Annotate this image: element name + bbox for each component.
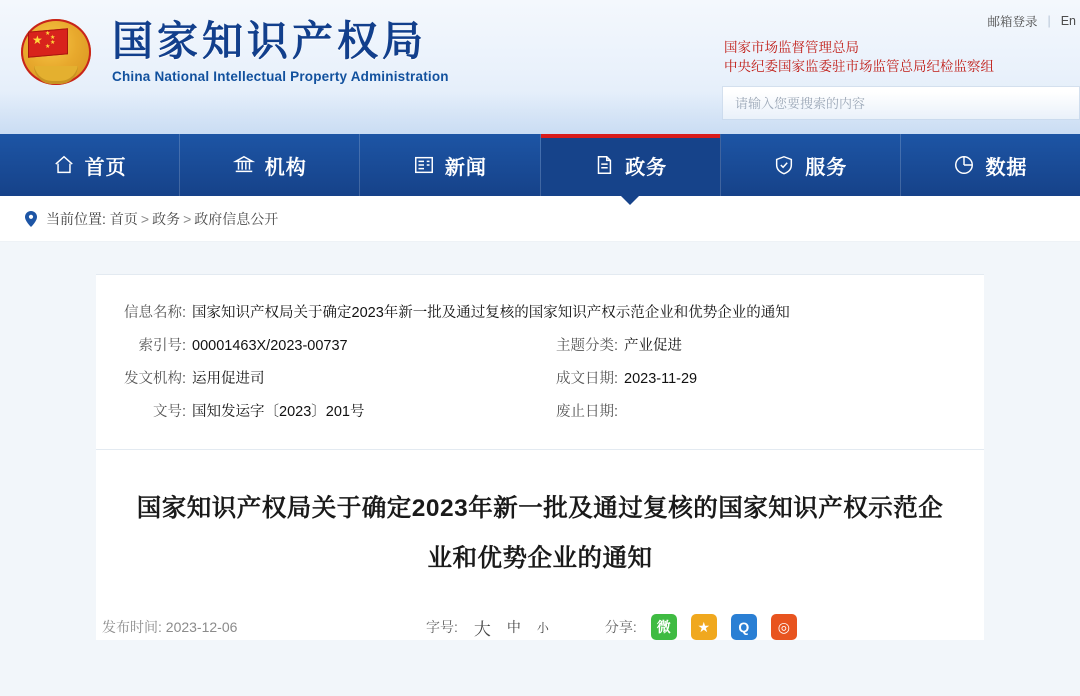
english-link[interactable]: En: [1060, 14, 1076, 28]
nav-label-government-affairs: 政务: [625, 156, 668, 179]
meta-label-doc-no: 文号:: [152, 404, 186, 420]
nav-item-institution[interactable]: [180, 134, 360, 196]
affiliate-org-line-1: 国家市场监督管理总局: [724, 40, 859, 55]
document-card: [96, 274, 984, 640]
meta-row: [96, 396, 984, 429]
share-label: 分享:: [604, 619, 637, 635]
affiliate-org-line-2: 中央纪委国家监委驻市场监管总局纪检监察组: [724, 59, 994, 74]
breadcrumb-item-home[interactable]: 首页: [109, 210, 138, 227]
breadcrumb-separator-2: >: [183, 210, 192, 227]
nav-item-home[interactable]: [0, 134, 180, 196]
sina-share-icon[interactable]: ◎: [771, 614, 797, 640]
page-content: [0, 242, 1080, 696]
search-input[interactable]: [733, 95, 1069, 112]
meta-value-written-date: 2023-11-29: [624, 371, 698, 387]
home-icon: [53, 154, 75, 176]
document-toolbar: [96, 584, 984, 640]
meta-row: [96, 330, 984, 363]
font-size-label: 字号:: [426, 619, 458, 635]
meta-label-info-name: 信息名称:: [123, 305, 186, 321]
publish-time-value: 2023-12-06: [165, 619, 238, 635]
meta-label-index-no: 索引号:: [138, 338, 186, 354]
nav-label-news: 新闻: [444, 156, 487, 179]
data-pie-icon: [953, 154, 975, 176]
government-affairs-icon: [593, 154, 615, 176]
national-emblem-icon: ★ ★ ★ ★ ★: [18, 14, 94, 90]
main-nav: [0, 134, 1080, 196]
nav-item-data[interactable]: [901, 134, 1080, 196]
breadcrumb-separator-1: >: [140, 210, 150, 227]
nav-label-institution: 机构: [264, 156, 307, 179]
nav-label-data: 数据: [985, 156, 1028, 179]
share-control: [605, 614, 797, 640]
meta-label-written-date: 成文日期:: [555, 371, 618, 387]
meta-value-info-name: 国家知识产权局关于确定2023年新一批及通过复核的国家知识产权示范企业和优势企业的通知: [192, 305, 790, 321]
affiliate-org-lines: [720, 38, 1080, 76]
mail-login-link[interactable]: 邮箱登录: [987, 15, 1038, 29]
document-metadata: [96, 274, 984, 450]
nav-label-service: 服务: [805, 156, 848, 179]
site-brand[interactable]: [0, 0, 449, 90]
document-title: 国家知识产权局关于确定2023年新一批及通过复核的国家知识产权示范企业和优势企业的通知: [136, 495, 944, 572]
meta-label-topic: 主题分类:: [555, 338, 618, 354]
font-size-medium-button[interactable]: 中: [506, 619, 521, 635]
breadcrumb-item-info-disclosure[interactable]: 政府信息公开: [194, 210, 279, 227]
breadcrumb-item-government-affairs[interactable]: 政务: [152, 210, 181, 227]
meta-label-abolish-date: 废止日期:: [555, 404, 618, 420]
meta-value-topic: 产业促进: [624, 338, 682, 354]
nav-label-home: 首页: [84, 156, 127, 179]
site-title-cn: 国家知识产权局: [112, 17, 427, 64]
site-header: [0, 0, 1080, 134]
qq-share-icon[interactable]: Q: [731, 614, 757, 640]
publish-time: [96, 617, 426, 637]
meta-row: [96, 297, 984, 330]
meta-label-issuing-org: 发文机构:: [123, 371, 186, 387]
site-title-en: China National Intellectual Property Administration: [112, 68, 449, 84]
font-size-small-button[interactable]: 小: [536, 620, 549, 635]
toplink-separator: |: [1047, 14, 1051, 28]
meta-value-doc-no: 国知发运字〔2023〕201号: [192, 404, 365, 420]
meta-value-issuing-org: 运用促进司: [192, 371, 265, 387]
top-links: [720, 12, 1080, 30]
breadcrumb: [0, 196, 1080, 242]
search-box[interactable]: [722, 86, 1080, 120]
wechat-share-icon[interactable]: 微: [651, 614, 677, 640]
breadcrumb-label: 当前位置:: [46, 210, 106, 227]
nav-item-government-affairs[interactable]: [541, 134, 721, 196]
font-size-large-button[interactable]: 大: [473, 619, 491, 639]
news-icon: [413, 154, 435, 176]
nav-item-news[interactable]: [360, 134, 540, 196]
institution-icon: [233, 154, 255, 176]
location-pin-icon: [24, 211, 38, 227]
nav-item-service[interactable]: [721, 134, 901, 196]
header-utility-area: [720, 0, 1080, 120]
meta-row: [96, 363, 984, 396]
font-size-control: [426, 615, 549, 640]
publish-time-label: 发布时间:: [102, 619, 162, 635]
weibo-share-icon[interactable]: ★: [691, 614, 717, 640]
meta-value-index-no: 00001463X/2023-00737: [192, 338, 348, 354]
service-shield-icon: [773, 154, 795, 176]
